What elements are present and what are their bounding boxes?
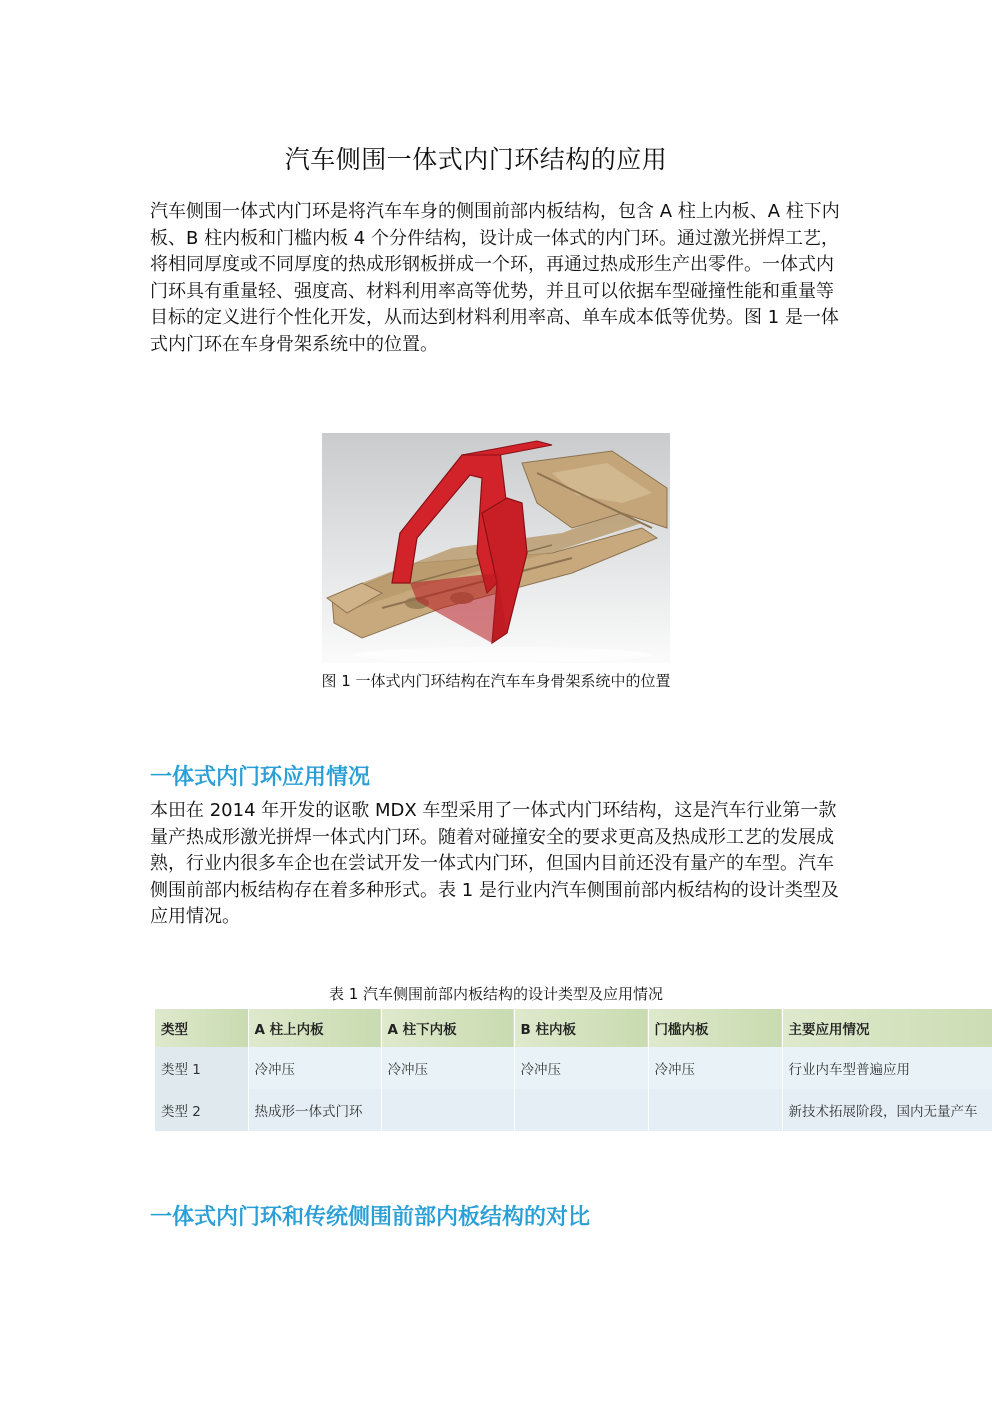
header-b-pillar: B 柱内板 (514, 1009, 648, 1047)
table-row (155, 1047, 992, 1089)
intro-paragraph: 汽车侧围一体式内门环是将汽车车身的侧围前部内板结构，包含 A 柱上内板、A 柱下内板、B 柱内板和门槛内板 4 个分件结构，设计成一体式的内门环。通过激光拼焊工艺，将相同厚度或不同厚度的热成形钢板拼成一个环，再通过热成形生产出零件。一体式内门环具有重量轻、强度高、材料利用率高等优势，并且可以依据车型碰撞性能和重量等目标的定义进行个性化开发，从而达到材料利用率高、单车成本低等优势。图 1 是一体式内门环在车身骨架系统中的位置。 (150, 201, 840, 355)
table-caption: 表 1 汽车侧围前部内板结构的设计类型及应用情况 (328, 985, 664, 1003)
header-sill: 门槛内板 (648, 1009, 782, 1047)
figure-caption: 图 1 一体式内门环结构在汽车车身骨架系统中的位置 (321, 672, 671, 690)
table-cell (648, 1089, 782, 1131)
header-a-pillar-upper: A 柱上内板 (248, 1009, 381, 1047)
section-heading-application: 一体式内门环应用情况 (150, 765, 371, 790)
header-application: 主要应用情况 (782, 1009, 992, 1047)
section-heading-comparison: 一体式内门环和传统侧围前部内板结构的对比 (150, 1205, 591, 1230)
table-row (155, 1089, 992, 1131)
table-cell: 行业内车型普遍应用 (782, 1047, 992, 1089)
table-cell: 类型 1 (155, 1047, 248, 1089)
table-cell: 新技术拓展阶段，国内无量产车 (782, 1089, 992, 1131)
table-cell: 冷冲压 (514, 1047, 648, 1089)
table-cell (381, 1089, 514, 1131)
header-type: 类型 (155, 1009, 248, 1047)
car-body-figure (322, 433, 670, 663)
application-paragraph: 本田在 2014 年开发的讴歌 MDX 车型采用了一体式内门环结构，这是汽车行业第一款量产热成形激光拼焊一体式内门环。随着对碰撞安全的要求更高及热成形工艺的发展成熟，行业内很多车企也在尝试开发一体式内门环，但国内目前还没有量产的车型。汽车侧围前部内板结构存在着多种形式。表 1 是行业内汽车侧围前部内板结构的设计类型及应用情况。 (150, 800, 839, 927)
table-cell: 类型 2 (155, 1089, 248, 1131)
table-cell: 冷冲压 (648, 1047, 782, 1089)
table-cell (514, 1089, 648, 1131)
header-a-pillar-lower: A 柱下内板 (381, 1009, 514, 1047)
car-body-illustration (322, 433, 670, 663)
table-cell: 冷冲压 (248, 1047, 381, 1089)
table-cell: 冷冲压 (381, 1047, 514, 1089)
page-title: 汽车侧围一体式内门环结构的应用 (284, 145, 668, 174)
table-header-row (155, 1009, 992, 1047)
table-cell: 热成形一体式门环 (248, 1089, 381, 1131)
structure-table (155, 1009, 992, 1133)
